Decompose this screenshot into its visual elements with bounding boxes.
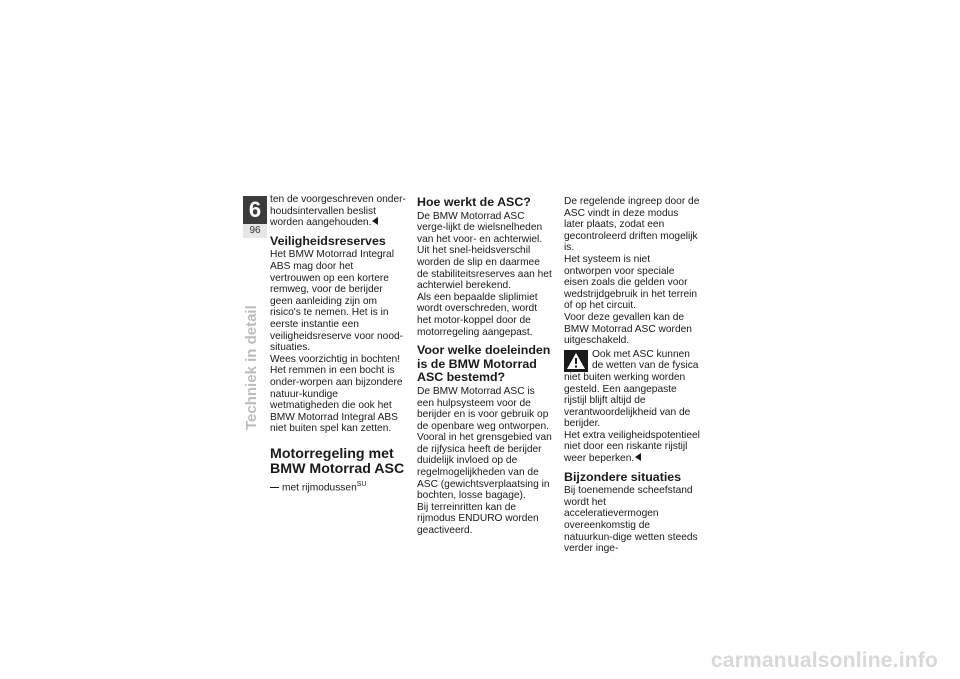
dash-icon [270, 487, 279, 489]
paragraph: Voor deze gevallen kan de BMW Motorrad ASC worden uitgeschakeld. [564, 311, 692, 347]
paragraph-text: Het extra veiligheidspotentieel niet door een riskante rijstijl weer beperken. [564, 429, 700, 465]
column-3 [564, 196, 700, 555]
paragraph: De BMW Motorrad ASC verge-lijkt de wielsnelheden van het voor- en achterwiel. Uit het snel-heidsverschil worden de slip en daarmee de stabiliteitsreserves aan het achterwiel berekend. [417, 210, 552, 292]
paragraph: Bij terreinritten kan de rijmodus ENDURO worden geactiveerd. [417, 501, 539, 537]
paragraph: De BMW Motorrad ASC is een hulpsysteem voor de berijder en is voor gebruik op de openbare weg ontworpen. Vooral in het grensgebied van de rijfysica heeft de berijder duidelijk invloed op de regelmogelijkheden van de ASC (gewichtsverplaatsing in bochten, losse bagage). [417, 385, 552, 502]
column-1 [270, 194, 406, 494]
heading-purpose: Voor welke doeleinden is de BMW Motorrad ASC bestemd? [417, 343, 551, 385]
paragraph [564, 430, 700, 465]
paragraph: Het BMW Motorrad Integral ABS mag door het vertrouwen op een kortere remweg, voor de berijder geen aanleiding zijn om risico's te nemen. Het is in eerste instantie een veiligheidsreserve voor nood-situaties. [270, 249, 404, 354]
heading-asc: Motorregeling met BMW Motorrad ASC [270, 445, 405, 478]
end-mark-icon [635, 453, 641, 461]
page-number: 96 [243, 224, 267, 238]
end-mark-icon [372, 217, 378, 225]
warning-icon [564, 350, 588, 372]
option-code: SU [356, 480, 367, 488]
paragraph: Wees voorzichtig in bochten! Het remmen in een bocht is onder-worpen aan bijzondere natuur-kundige wetmatigheden die ook het BMW Motorrad Integral ABS niet buiten spel kan zetten. [270, 353, 403, 435]
column-2 [417, 196, 553, 537]
chapter-tab [243, 196, 267, 238]
option-text: met rijmodussen [282, 482, 357, 494]
paragraph: Het systeem is niet ontworpen voor speciale eisen zoals die gelden voor wedstrijdgebruik in het terrein of op het circuit. [564, 253, 698, 312]
option-line [270, 479, 406, 494]
heading-how: Hoe werkt de ASC? [417, 195, 531, 209]
paragraph [270, 194, 406, 229]
section-title: Techniek in detail [243, 305, 260, 430]
watermark: carmanualsonline.info [710, 649, 938, 672]
paragraph: De regelende ingreep door de ASC vindt in deze modus later plaats, zodat een gecontroleerd driften mogelijk is. [564, 196, 700, 254]
paragraph: Ook met ASC kunnen de wetten van de fysica niet buiten werking worden gesteld. Een aangepaste rijstijl blijft altijd de verantwoordelijkheid van de berijder. [564, 348, 699, 430]
warning-block [564, 349, 700, 465]
paragraph: Als een bepaalde sliplimiet wordt overschreden, wordt het motor-koppel door de motorregeling aangepast. [417, 291, 538, 338]
paragraph: Bij toenemende scheefstand wordt het acceleratievermogen overeenkomstig de natuurkun-dige wetten steeds verder inge- [564, 485, 698, 555]
chapter-number: 6 [243, 196, 267, 224]
heading-safety: Veiligheidsreserves [270, 233, 386, 248]
heading-special: Bijzondere situaties [564, 469, 682, 484]
paragraph-text: ten de voorgeschreven onder-houdsintervallen beslist worden aangehouden. [270, 194, 406, 229]
